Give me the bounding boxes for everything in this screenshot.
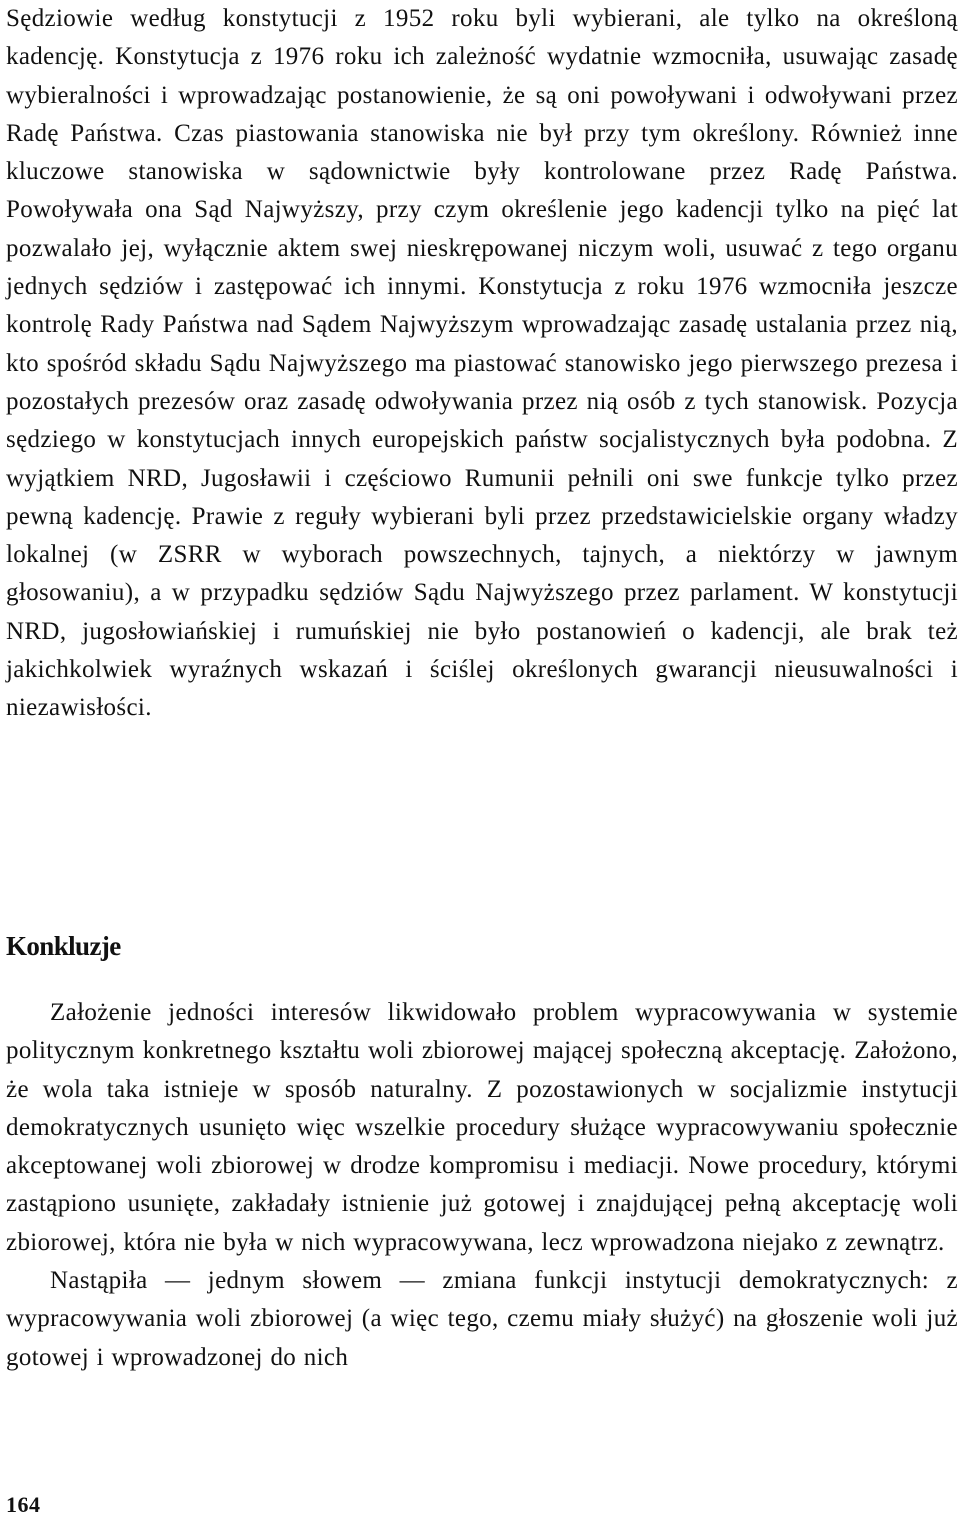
page-content (6, 0, 958, 1523)
page-number: 164 (6, 1492, 41, 1517)
section-heading: Konkluzje (6, 931, 121, 961)
section-paragraph-1: Założenie jedności interesów likwidowało problem wypracowywania w systemie politycznym konkretnego kształtu woli zbiorowej mającej społeczną akceptację. Założono, że wola taka istnieje w sposób naturalny. Z pozostawionych w socjalizmie instytucji demokratycznych usunięto więc wszelkie procedury służące wypracowywaniu społecznie akceptowanej woli zbiorowej w drodze kompromisu i mediacji. Nowe procedury, którymi zastąpiono usunięte, zakładały istnienie już gotowej i znajdującej pełną akceptację woli zbiorowej, która nie była w nich wypracowywana, lecz wprowadzona niejako z zewnątrz. (6, 999, 958, 1256)
section-paragraph-2: Nastąpiła — jednym słowem — zmiana funkcji instytucji demokratycznych: z wypracowywania woli zbiorowej (a więc tego, czemu miały służyć) na głoszenie woli już gotowej i wprowadzonej do nich (6, 1267, 958, 1371)
body-paragraph: Sędziowie według konstytucji z 1952 roku byli wybierani, ale tylko na określoną kadencję. Konstytucja z 1976 roku ich zależność wydatnie wzmocniła, usuwając zasadę wybieralności i wprowadzając postanowienie, że są oni powoływani i odwoływani przez Radę Państwa. Czas piastowania stanowiska nie był przy tym określony. Również inne kluczowe stanowiska w sądownictwie były kontrolowane przez Radę Państwa. Powoływała ona Sąd Najwyższy, przy czym określenie jego kadencji tylko na pięć lat pozwalało jej, wyłącznie aktem swej nieskrępowanej niczym woli, usuwać z tego organu jednych sędziów i zastępować ich innymi. Konstytucja z roku 1976 wzmocniła jeszcze kontrolę Rady Państwa nad Sądem Najwyższym wprowadzając zasadę ustalania przez nią, kto spośród składu Sądu Najwyższego ma piastować stanowisko jego pierwszego prezesa i pozostałych prezesów oraz zasadę odwoływania przez nią osób z tych stanowisk. Pozycja sędziego w konstytucjach innych europejskich państw socjalistycznych była podobna. Z wyjątkiem NRD, Jugosławii i częściowo Rumunii pełnili oni swe funkcje tylko przez pewną kadencję. Prawie z reguły wybierani byli przez przedstawicielskie organy władzy lokalnej (w ZSRR w wyborach powszechnych, tajnych, a niektórzy w jawnym głosowaniu), a w przypadku sędziów Sądu Najwyższego przez parlament. W konstytucji NRD, jugosłowiańskiej i rumuńskiej nie było postanowień o kadencji, ale brak też jakichkolwiek wyraźnych wskazań i ściślej określonych gwarancji nieusuwalności i niezawisłości. (6, 5, 958, 722)
section-body (6, 994, 958, 1377)
